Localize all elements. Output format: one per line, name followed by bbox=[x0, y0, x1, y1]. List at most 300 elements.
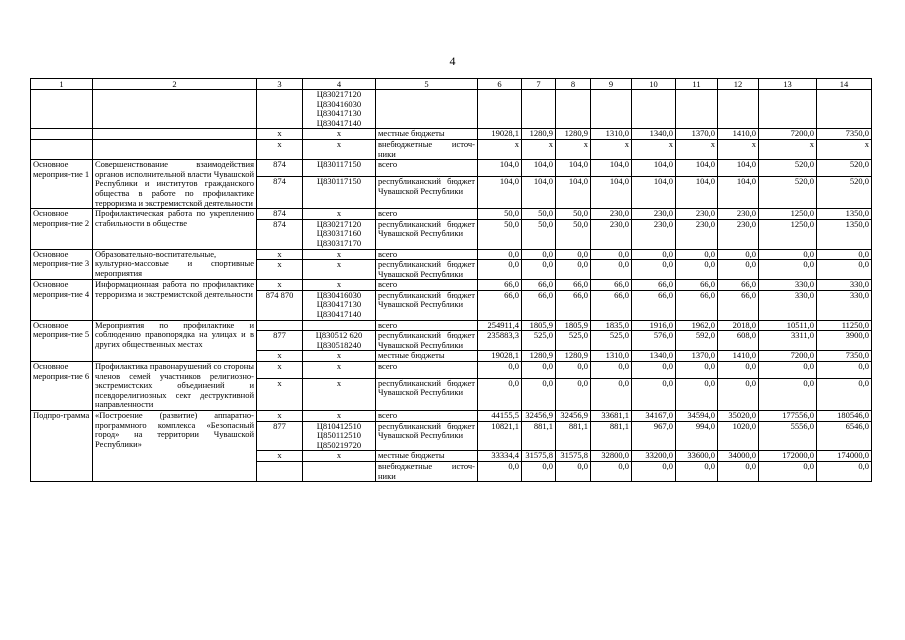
value-cell: 0,0 bbox=[522, 249, 556, 260]
program-name-cell: Основное мероприя-тие 1 bbox=[31, 160, 93, 209]
value-cell: 0,0 bbox=[522, 461, 556, 481]
value-cell: 0,0 bbox=[591, 249, 632, 260]
grbs-code: х bbox=[277, 139, 282, 149]
column-number: 2 bbox=[93, 79, 257, 90]
grbs-cell: х bbox=[257, 249, 303, 260]
value-cell: 0,0 bbox=[556, 378, 591, 410]
kbk-cell bbox=[303, 90, 376, 129]
description-cell: Совершенствование взаимодействия органов исполнительной власти Чувашской Республики и институтов гражданского общества в работе по профилактике терроризма и экстремистской деятельности bbox=[93, 160, 257, 209]
value-cell: 104,0 bbox=[522, 177, 556, 209]
value-cell: х bbox=[556, 139, 591, 159]
value-cell: х bbox=[817, 139, 872, 159]
funding-source-cell: местные бюджеты bbox=[376, 129, 478, 140]
value-cell: 66,0 bbox=[522, 290, 556, 320]
value-cell: 230,0 bbox=[632, 219, 676, 249]
grbs-cell: х bbox=[257, 411, 303, 422]
value-cell: 0,0 bbox=[632, 260, 676, 280]
value-cell: 7200,0 bbox=[759, 129, 817, 140]
kbk-cell bbox=[303, 280, 376, 291]
value-cell: 0,0 bbox=[759, 249, 817, 260]
value-cell: 1805,9 bbox=[522, 320, 556, 331]
value-cell: 881,1 bbox=[591, 421, 632, 451]
table-row bbox=[31, 160, 872, 177]
funding-source-cell: всего bbox=[376, 411, 478, 422]
value-cell: х bbox=[759, 139, 817, 159]
table-row bbox=[31, 249, 872, 260]
program-name-cell: Основное мероприя-тие 5 bbox=[31, 320, 93, 361]
funding-source-cell: местные бюджеты bbox=[376, 451, 478, 462]
value-cell: 104,0 bbox=[591, 160, 632, 177]
value-cell: 230,0 bbox=[632, 209, 676, 220]
value-cell: 0,0 bbox=[718, 362, 759, 379]
description-cell: Мероприятия по профилактике и соблюдению правопорядка на улицах и в других общественных местах bbox=[93, 320, 257, 361]
grbs-cell: 874 870 bbox=[257, 290, 303, 320]
value-cell: 33600,0 bbox=[676, 451, 718, 462]
value-cell: 0,0 bbox=[676, 461, 718, 481]
funding-source-cell: всего bbox=[376, 249, 478, 260]
value-cell: 44155,5 bbox=[478, 411, 522, 422]
value-cell: 0,0 bbox=[676, 362, 718, 379]
value-cell: 7200,0 bbox=[759, 351, 817, 362]
value-cell: 50,0 bbox=[522, 219, 556, 249]
kbk-cell bbox=[303, 219, 376, 249]
value-cell: 0,0 bbox=[817, 362, 872, 379]
kbk-cell bbox=[303, 461, 376, 481]
column-number: 9 bbox=[591, 79, 632, 90]
page-number: 4 bbox=[449, 54, 456, 68]
value-cell: 32456,9 bbox=[556, 411, 591, 422]
kbk-cell bbox=[303, 411, 376, 422]
value-cell: 1020,0 bbox=[718, 421, 759, 451]
value-cell: 31575,8 bbox=[556, 451, 591, 462]
value-cell: 10821,1 bbox=[478, 421, 522, 451]
value-cell: 7350,0 bbox=[817, 351, 872, 362]
value-cell: 1370,0 bbox=[676, 129, 718, 140]
kbk-code: х bbox=[336, 378, 342, 388]
kbk-cell bbox=[303, 362, 376, 379]
value-cell: 608,0 bbox=[718, 331, 759, 351]
kbk-code: Ц830317170 bbox=[316, 237, 362, 248]
value-cell: 1310,0 bbox=[591, 351, 632, 362]
value-cell: 0,0 bbox=[556, 362, 591, 379]
value-cell: 66,0 bbox=[718, 280, 759, 291]
kbk-code: х bbox=[336, 450, 342, 461]
kbk-code: Ц850112510 bbox=[316, 430, 362, 441]
kbk-cell bbox=[303, 160, 376, 177]
value-cell bbox=[759, 90, 817, 129]
grbs-cell: 877 bbox=[257, 331, 303, 351]
funding-source-cell: внебюджетные источ-ники bbox=[376, 461, 478, 481]
kbk-cell bbox=[303, 290, 376, 320]
kbk-cell bbox=[303, 451, 376, 462]
value-cell: 881,1 bbox=[522, 421, 556, 451]
kbk-cell bbox=[303, 351, 376, 362]
program-name-cell: Основное мероприя-тие 6 bbox=[31, 362, 93, 411]
table-row bbox=[31, 280, 872, 291]
value-cell: 1835,0 bbox=[591, 320, 632, 331]
value-cell: 1962,0 bbox=[676, 320, 718, 331]
kbk-code: х bbox=[336, 410, 342, 420]
value-cell bbox=[632, 90, 676, 129]
value-cell: 881,1 bbox=[556, 421, 591, 451]
funding-source-cell: всего bbox=[376, 280, 478, 291]
value-cell: 180546,0 bbox=[817, 411, 872, 422]
value-cell: х bbox=[632, 139, 676, 159]
value-cell: 592,0 bbox=[676, 331, 718, 351]
value-cell: 0,0 bbox=[718, 249, 759, 260]
program-name-cell bbox=[31, 90, 93, 129]
value-cell: х bbox=[522, 139, 556, 159]
funding-source-cell: местные бюджеты bbox=[376, 351, 478, 362]
kbk-code: Ц830518240 bbox=[316, 339, 362, 350]
column-number: 12 bbox=[718, 79, 759, 90]
value-cell: 0,0 bbox=[478, 260, 522, 280]
value-cell: 104,0 bbox=[556, 177, 591, 209]
value-cell: 50,0 bbox=[522, 209, 556, 220]
funding-source-cell: внебюджетные источ-ники bbox=[376, 139, 478, 159]
funding-source-cell: всего bbox=[376, 320, 478, 331]
kbk-cell bbox=[303, 320, 376, 331]
value-cell: 520,0 bbox=[759, 160, 817, 177]
value-cell: 1280,9 bbox=[556, 351, 591, 362]
kbk-cell bbox=[303, 378, 376, 410]
description-cell: Профилактическая работа по укреплению стабильности в обществе bbox=[93, 209, 257, 249]
kbk-cell bbox=[303, 331, 376, 351]
grbs-cell: х bbox=[257, 351, 303, 362]
grbs-cell bbox=[257, 461, 303, 481]
value-cell: 50,0 bbox=[478, 219, 522, 249]
value-cell: 66,0 bbox=[718, 290, 759, 320]
value-cell: 0,0 bbox=[817, 249, 872, 260]
funding-source-cell: республиканский бюджет Чувашской Республики bbox=[376, 177, 478, 209]
value-cell: 34167,0 bbox=[632, 411, 676, 422]
value-cell: 32456,9 bbox=[522, 411, 556, 422]
value-cell: 6546,0 bbox=[817, 421, 872, 451]
value-cell: 0,0 bbox=[632, 378, 676, 410]
funding-source-cell: всего bbox=[376, 160, 478, 177]
column-number: 6 bbox=[478, 79, 522, 90]
value-cell: 35020,0 bbox=[718, 411, 759, 422]
value-cell: 19028,1 bbox=[478, 129, 522, 140]
table-row bbox=[31, 411, 872, 422]
value-cell: 104,0 bbox=[632, 177, 676, 209]
value-cell: 104,0 bbox=[591, 177, 632, 209]
value-cell: 1410,0 bbox=[718, 351, 759, 362]
value-cell: 0,0 bbox=[817, 461, 872, 481]
value-cell: 1350,0 bbox=[817, 219, 872, 249]
column-number: 1 bbox=[31, 79, 93, 90]
table-row bbox=[31, 209, 872, 220]
kbk-code: х bbox=[336, 361, 342, 372]
value-cell: 0,0 bbox=[591, 378, 632, 410]
program-name-cell: Основное мероприя-тие 3 bbox=[31, 249, 93, 280]
value-cell: 5556,0 bbox=[759, 421, 817, 451]
value-cell: 230,0 bbox=[591, 209, 632, 220]
value-cell: 1916,0 bbox=[632, 320, 676, 331]
kbk-cell bbox=[303, 260, 376, 280]
value-cell: 32800,0 bbox=[591, 451, 632, 462]
value-cell: 330,0 bbox=[817, 280, 872, 291]
value-cell: 0,0 bbox=[522, 260, 556, 280]
value-cell: 1250,0 bbox=[759, 209, 817, 220]
value-cell: 104,0 bbox=[676, 177, 718, 209]
funding-source-cell: республиканский бюджет Чувашской Республики bbox=[376, 331, 478, 351]
description-cell: Профилактика правонарушений со стороны членов семей участников религиозно-экстремистских объединений и псевдорелигиозных сект деструктивной направленности bbox=[93, 362, 257, 411]
program-name-cell bbox=[31, 129, 93, 140]
kbk-code: Ц830417140 bbox=[316, 309, 362, 320]
grbs-cell: 877 bbox=[257, 421, 303, 451]
description-cell bbox=[93, 139, 257, 159]
grbs-cell: 874 bbox=[257, 209, 303, 220]
value-cell: 3311,0 bbox=[759, 331, 817, 351]
value-cell: 525,0 bbox=[556, 331, 591, 351]
value-cell: 330,0 bbox=[817, 290, 872, 320]
grbs-cell bbox=[257, 320, 303, 331]
grbs-cell: 874 bbox=[257, 160, 303, 177]
table-row bbox=[31, 90, 872, 129]
kbk-code: х bbox=[336, 279, 342, 290]
column-number: 10 bbox=[632, 79, 676, 90]
column-number: 8 bbox=[556, 79, 591, 90]
value-cell: 0,0 bbox=[522, 362, 556, 379]
value-cell: 967,0 bbox=[632, 421, 676, 451]
value-cell: 3900,0 bbox=[817, 331, 872, 351]
table-row bbox=[31, 139, 872, 159]
value-cell: 0,0 bbox=[759, 362, 817, 379]
value-cell: 2018,0 bbox=[718, 320, 759, 331]
kbk-code: Ц830117150 bbox=[316, 176, 362, 186]
value-cell: 0,0 bbox=[478, 461, 522, 481]
value-cell: 230,0 bbox=[676, 209, 718, 220]
value-cell: 1310,0 bbox=[591, 129, 632, 140]
value-cell: 576,0 bbox=[632, 331, 676, 351]
kbk-code: Ц830317160 bbox=[316, 228, 362, 239]
value-cell: 50,0 bbox=[556, 209, 591, 220]
value-cell: 11250,0 bbox=[817, 320, 872, 331]
grbs-cell bbox=[257, 90, 303, 129]
value-cell: 0,0 bbox=[556, 249, 591, 260]
value-cell: 0,0 bbox=[632, 461, 676, 481]
value-cell: 0,0 bbox=[556, 260, 591, 280]
value-cell: 104,0 bbox=[718, 160, 759, 177]
value-cell: 0,0 bbox=[817, 378, 872, 410]
kbk-code: Ц830217120 bbox=[316, 219, 362, 229]
kbk-code: х bbox=[336, 139, 342, 149]
value-cell: 104,0 bbox=[632, 160, 676, 177]
grbs-cell: 874 bbox=[257, 219, 303, 249]
program-name-cell: Подпро-грамма bbox=[31, 411, 93, 482]
funding-source-cell: республиканский бюджет Чувашской Республики bbox=[376, 378, 478, 410]
value-cell: 31575,8 bbox=[522, 451, 556, 462]
value-cell: 525,0 bbox=[522, 331, 556, 351]
value-cell: 1410,0 bbox=[718, 129, 759, 140]
value-cell: 7350,0 bbox=[817, 129, 872, 140]
value-cell: 0,0 bbox=[591, 362, 632, 379]
value-cell: 0,0 bbox=[478, 378, 522, 410]
value-cell bbox=[817, 90, 872, 129]
value-cell: 1370,0 bbox=[676, 351, 718, 362]
value-cell: 1280,9 bbox=[556, 129, 591, 140]
value-cell: 66,0 bbox=[522, 280, 556, 291]
value-cell: 0,0 bbox=[556, 461, 591, 481]
value-cell bbox=[478, 90, 522, 129]
program-name-cell: Основное мероприя-тие 2 bbox=[31, 209, 93, 249]
column-number: 7 bbox=[522, 79, 556, 90]
value-cell: 1340,0 bbox=[632, 129, 676, 140]
value-cell: 34000,0 bbox=[718, 451, 759, 462]
value-cell: 330,0 bbox=[759, 290, 817, 320]
value-cell: 0,0 bbox=[676, 378, 718, 410]
description-cell: «Построение (развитие) аппаратно-программного комплекса «Безопасный город» на территории Чувашской Республики» bbox=[93, 411, 257, 482]
column-number: 13 bbox=[759, 79, 817, 90]
value-cell: х bbox=[718, 139, 759, 159]
value-cell: 0,0 bbox=[817, 260, 872, 280]
value-cell: 50,0 bbox=[478, 209, 522, 220]
grbs-cell bbox=[257, 129, 303, 140]
kbk-code: Ц830512 620 bbox=[315, 330, 363, 341]
kbk-code: Ц830416030 bbox=[316, 98, 362, 109]
value-cell: 0,0 bbox=[478, 249, 522, 260]
program-name-cell bbox=[31, 139, 93, 159]
column-number: 4 bbox=[303, 79, 376, 90]
funding-source-cell: республиканский бюджет Чувашской Республики bbox=[376, 219, 478, 249]
budget-table bbox=[30, 78, 872, 482]
kbk-cell bbox=[303, 249, 376, 260]
kbk-code: х bbox=[336, 350, 342, 361]
value-cell: х bbox=[676, 139, 718, 159]
grbs-cell: х bbox=[257, 280, 303, 291]
column-number: 11 bbox=[676, 79, 718, 90]
value-cell: 66,0 bbox=[478, 290, 522, 320]
kbk-code: Ц830416030 bbox=[316, 290, 362, 300]
value-cell: 66,0 bbox=[556, 290, 591, 320]
grbs-cell: х bbox=[257, 451, 303, 462]
kbk-code: Ц830217120 bbox=[316, 89, 362, 99]
value-cell bbox=[522, 90, 556, 129]
value-cell: 174000,0 bbox=[817, 451, 872, 462]
grbs-cell: 874 bbox=[257, 177, 303, 209]
value-cell: 230,0 bbox=[591, 219, 632, 249]
value-cell: 1280,9 bbox=[522, 351, 556, 362]
value-cell: 230,0 bbox=[718, 209, 759, 220]
value-cell: 1340,0 bbox=[632, 351, 676, 362]
value-cell: 230,0 bbox=[676, 219, 718, 249]
kbk-code: х bbox=[336, 249, 342, 259]
value-cell: 19028,1 bbox=[478, 351, 522, 362]
value-cell: 66,0 bbox=[591, 280, 632, 291]
value-cell: 66,0 bbox=[676, 290, 718, 320]
kbk-code: х bbox=[336, 259, 342, 270]
value-cell: 520,0 bbox=[817, 160, 872, 177]
value-cell: 33681,1 bbox=[591, 411, 632, 422]
description-cell bbox=[93, 129, 257, 140]
kbk-code: Ц830417140 bbox=[316, 117, 362, 128]
value-cell: 104,0 bbox=[478, 177, 522, 209]
funding-source-cell: всего bbox=[376, 362, 478, 379]
value-cell: 520,0 bbox=[817, 177, 872, 209]
value-cell: 1350,0 bbox=[817, 209, 872, 220]
value-cell: 0,0 bbox=[591, 461, 632, 481]
kbk-cell bbox=[303, 421, 376, 451]
value-cell: 0,0 bbox=[522, 378, 556, 410]
value-cell: 66,0 bbox=[676, 280, 718, 291]
value-cell: 525,0 bbox=[591, 331, 632, 351]
value-cell bbox=[718, 90, 759, 129]
value-cell: 235883,3 bbox=[478, 331, 522, 351]
value-cell: 34594,0 bbox=[676, 411, 718, 422]
value-cell: 0,0 bbox=[759, 461, 817, 481]
kbk-code: Ц830417130 bbox=[316, 299, 362, 310]
value-cell: 66,0 bbox=[632, 280, 676, 291]
column-number: 5 bbox=[376, 79, 478, 90]
value-cell bbox=[591, 90, 632, 129]
table-row bbox=[31, 320, 872, 331]
value-cell: 0,0 bbox=[676, 249, 718, 260]
value-cell: х bbox=[591, 139, 632, 159]
grbs-code: х bbox=[277, 128, 282, 139]
description-cell: Образовательно-воспитательные, культурно-массовые и спортивные мероприятия bbox=[93, 249, 257, 280]
funding-source-cell bbox=[376, 90, 478, 129]
value-cell: 104,0 bbox=[522, 160, 556, 177]
value-cell bbox=[676, 90, 718, 129]
value-cell: 104,0 bbox=[676, 160, 718, 177]
value-cell: 0,0 bbox=[676, 260, 718, 280]
value-cell: 520,0 bbox=[759, 177, 817, 209]
value-cell: 172000,0 bbox=[759, 451, 817, 462]
value-cell: 230,0 bbox=[718, 219, 759, 249]
funding-source-cell: республиканский бюджет Чувашской Республики bbox=[376, 260, 478, 280]
value-cell: 33200,0 bbox=[632, 451, 676, 462]
funding-source-cell: всего bbox=[376, 209, 478, 220]
value-cell: 66,0 bbox=[591, 290, 632, 320]
grbs-cell bbox=[257, 139, 303, 159]
value-cell: 994,0 bbox=[676, 421, 718, 451]
value-cell: 0,0 bbox=[632, 362, 676, 379]
funding-source-cell: республиканский бюджет Чувашской Республики bbox=[376, 421, 478, 451]
value-cell: 50,0 bbox=[556, 219, 591, 249]
value-cell: 0,0 bbox=[718, 378, 759, 410]
kbk-code: Ц810412510 bbox=[316, 421, 362, 431]
value-cell: 0,0 bbox=[632, 249, 676, 260]
value-cell: 330,0 bbox=[759, 280, 817, 291]
program-name-cell: Основное мероприя-тие 4 bbox=[31, 280, 93, 320]
value-cell: 1250,0 bbox=[759, 219, 817, 249]
kbk-cell bbox=[303, 139, 376, 159]
kbk-code: х bbox=[336, 128, 342, 139]
grbs-cell: х bbox=[257, 378, 303, 410]
value-cell: 66,0 bbox=[556, 280, 591, 291]
value-cell: 66,0 bbox=[632, 290, 676, 320]
value-cell: 0,0 bbox=[759, 260, 817, 280]
grbs-cell: х bbox=[257, 260, 303, 280]
column-number: 14 bbox=[817, 79, 872, 90]
kbk-cell bbox=[303, 177, 376, 209]
kbk-code: Ц830117150 bbox=[316, 159, 362, 170]
value-cell: 104,0 bbox=[718, 177, 759, 209]
value-cell: х bbox=[478, 139, 522, 159]
value-cell: 0,0 bbox=[718, 260, 759, 280]
value-cell: 66,0 bbox=[478, 280, 522, 291]
value-cell: 0,0 bbox=[759, 378, 817, 410]
table-row bbox=[31, 362, 872, 379]
table-row bbox=[31, 129, 872, 140]
value-cell: 0,0 bbox=[478, 362, 522, 379]
description-cell: Информационная работа по профилактике терроризма и экстремистской деятельности bbox=[93, 280, 257, 320]
value-cell: 1280,9 bbox=[522, 129, 556, 140]
column-number-row bbox=[31, 79, 872, 90]
grbs-cell: х bbox=[257, 362, 303, 379]
kbk-cell bbox=[303, 129, 376, 140]
